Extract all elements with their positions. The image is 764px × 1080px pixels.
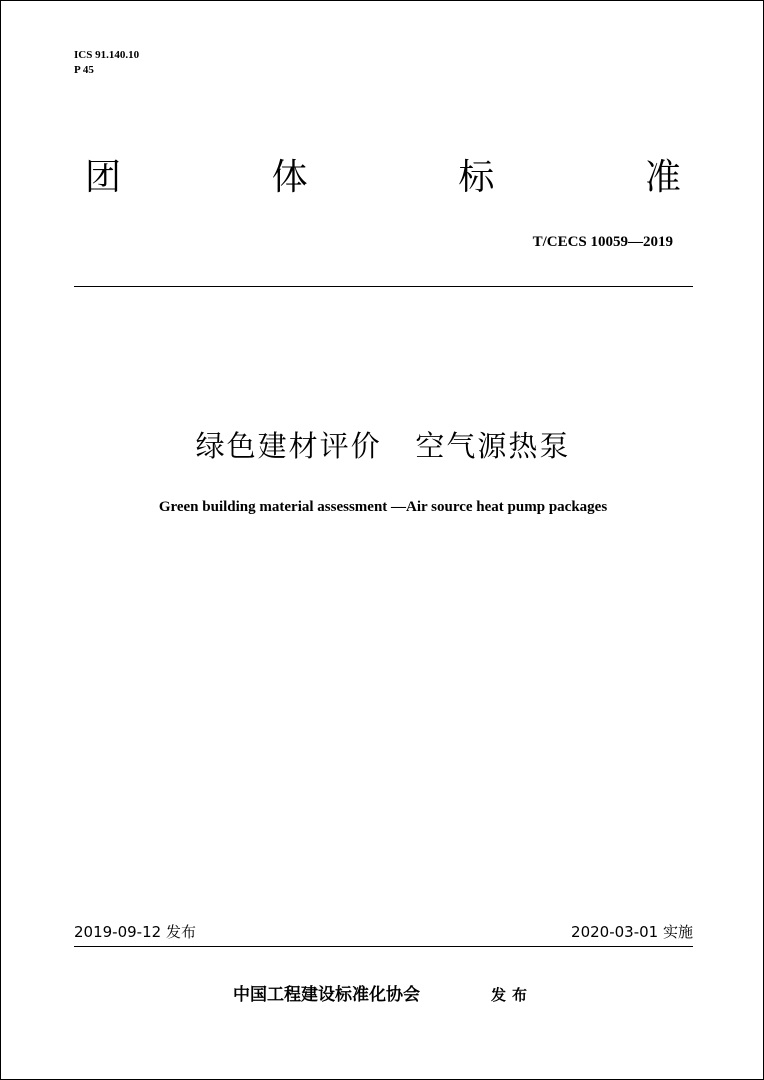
ics-code: ICS 91.140.10 bbox=[74, 49, 140, 61]
category-code: P 45 bbox=[74, 64, 94, 76]
standard-type-title bbox=[85, 153, 681, 203]
standard-code: T/CECS 10059—2019 bbox=[532, 234, 673, 250]
top-divider bbox=[74, 286, 693, 287]
standard-type-char: 体 bbox=[271, 157, 308, 198]
date-row bbox=[74, 921, 693, 943]
effective-date: 2020-03-01 实施 bbox=[571, 923, 693, 941]
classification-codes bbox=[74, 48, 139, 78]
standard-type-char: 标 bbox=[458, 157, 495, 198]
english-title: Green building material assessment —Air source heat pump packages bbox=[158, 499, 608, 515]
standard-type-char: 准 bbox=[644, 157, 681, 198]
publisher-name: 中国工程建设标准化协会 bbox=[233, 985, 420, 1005]
bottom-divider bbox=[74, 946, 693, 947]
publish-label: 发布 bbox=[491, 986, 534, 1004]
issue-date: 2019-09-12 发布 bbox=[74, 923, 196, 941]
standard-type-char: 团 bbox=[85, 157, 122, 198]
chinese-title: 绿色建材评价 空气源热泵 bbox=[195, 429, 571, 463]
